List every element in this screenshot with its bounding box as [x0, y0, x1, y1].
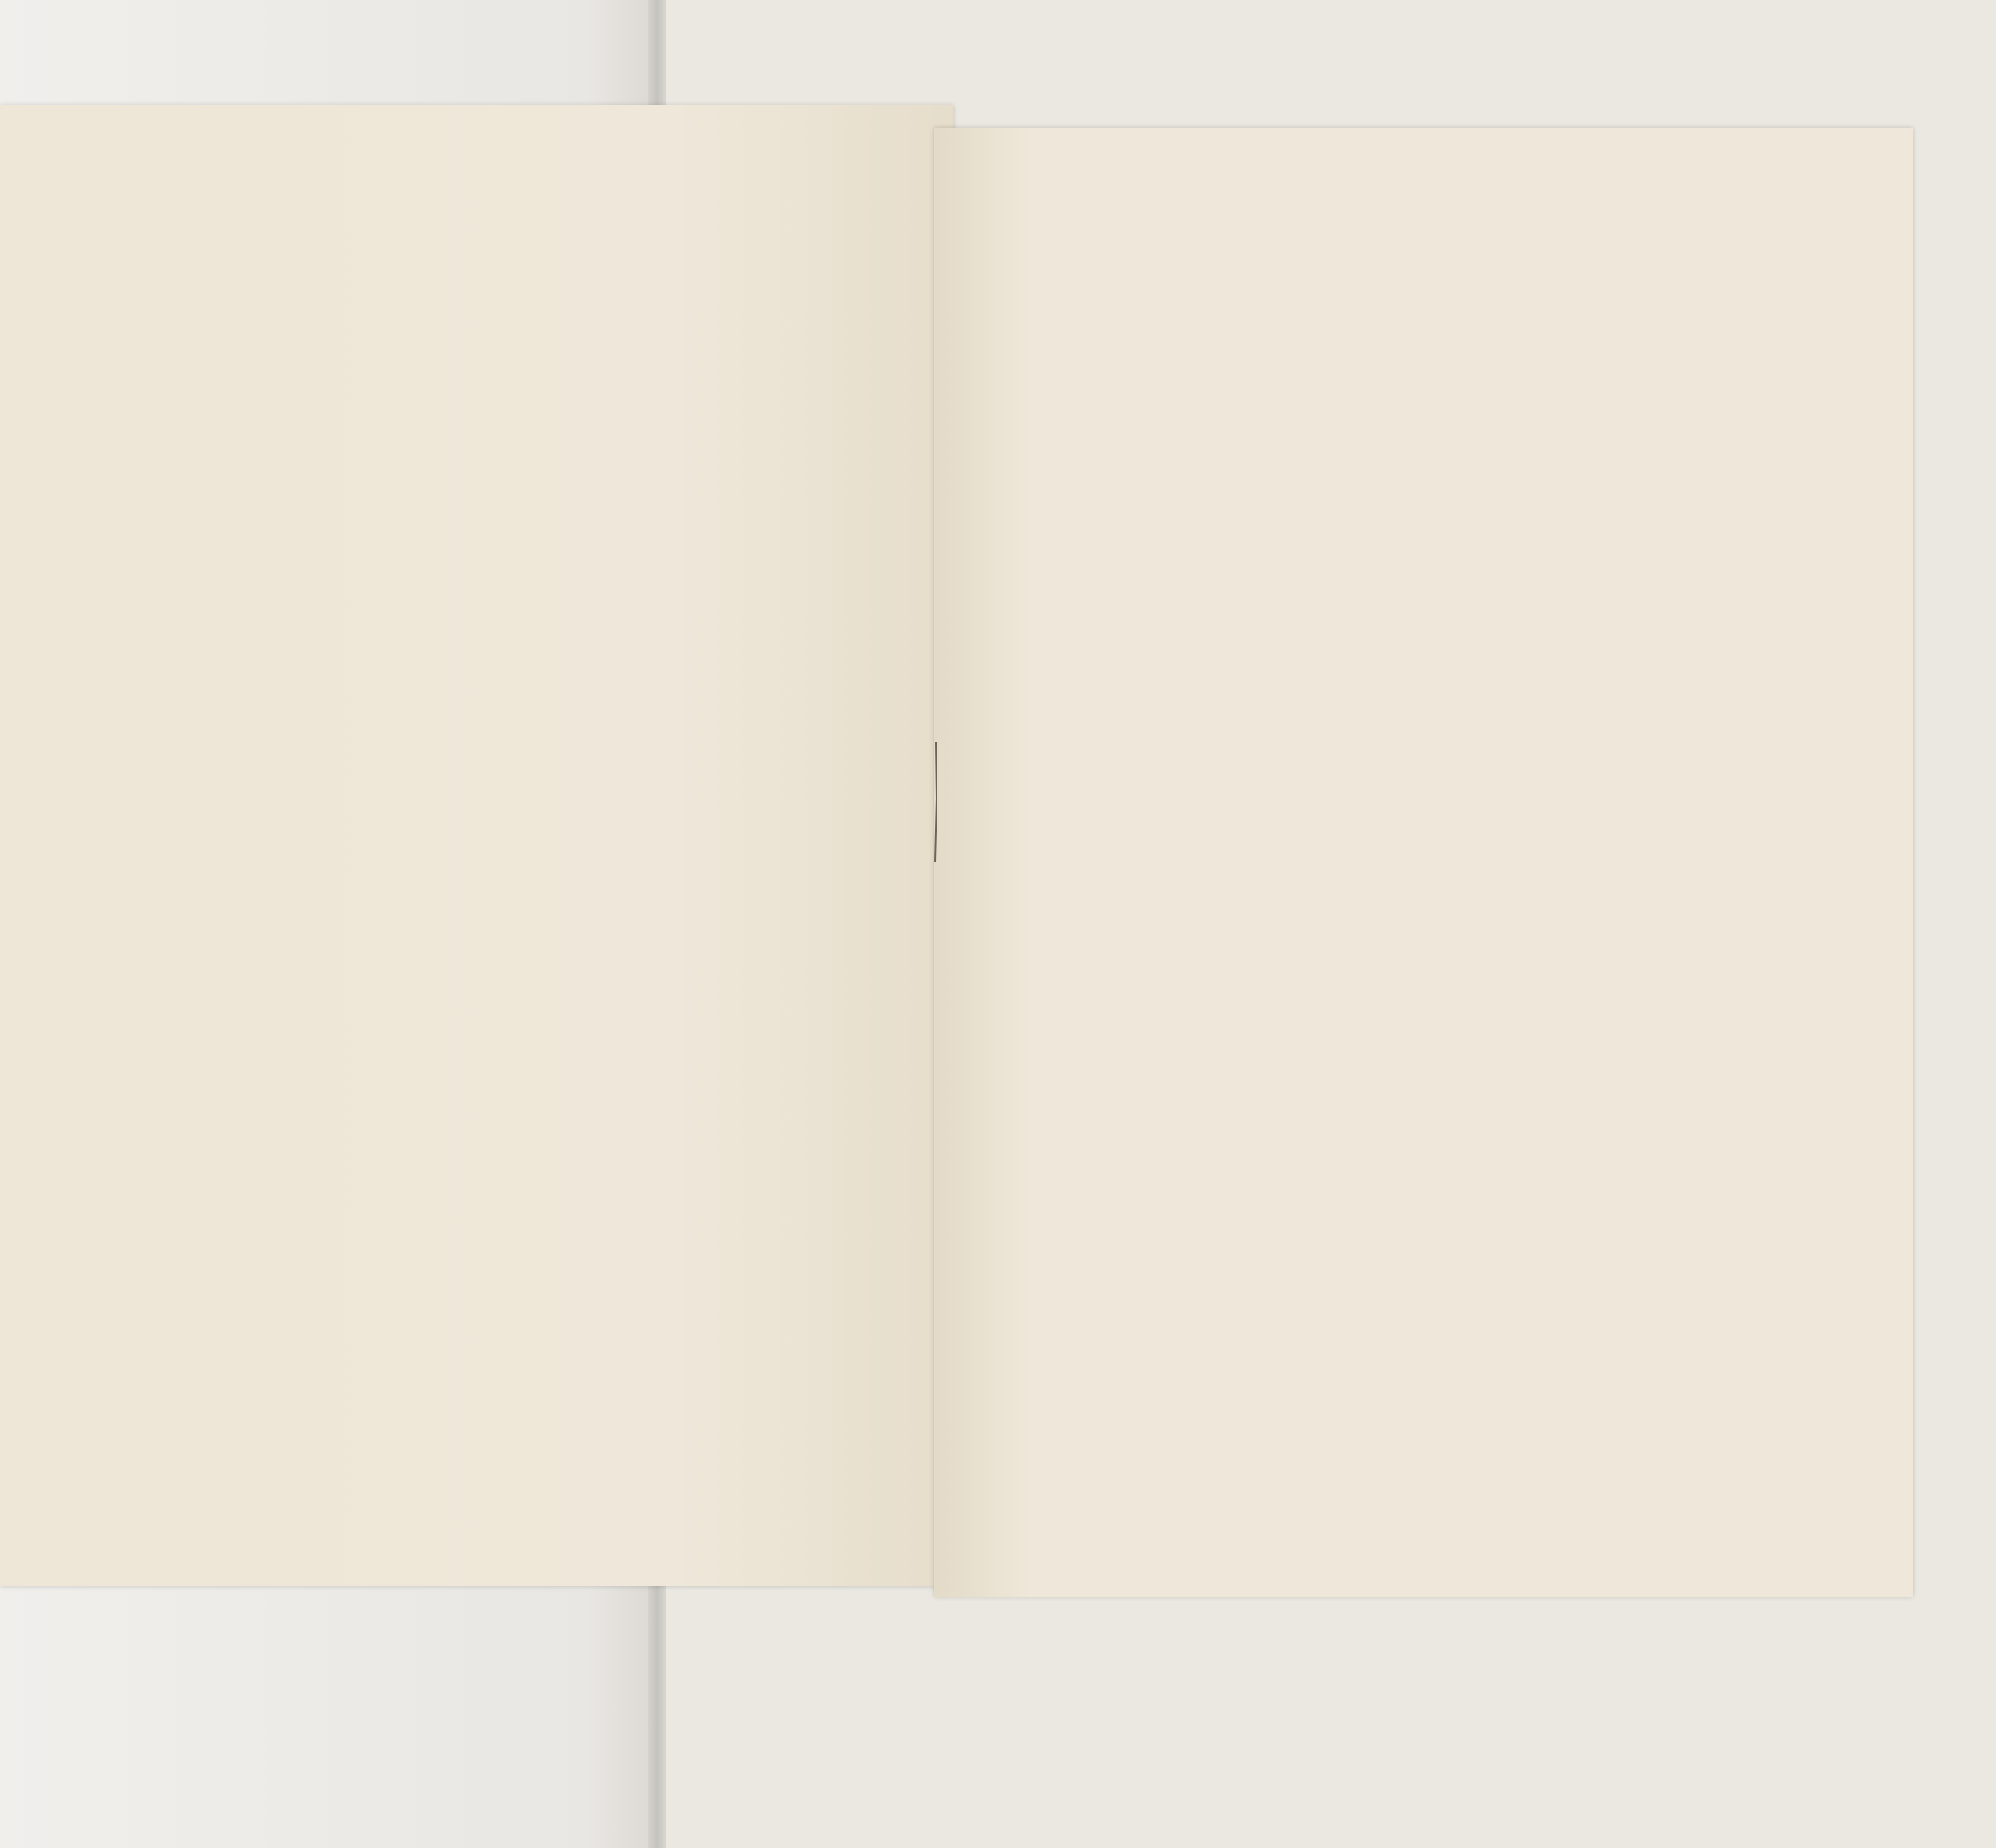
binding-mark	[933, 742, 939, 862]
right-page	[934, 128, 1913, 1597]
left-page	[0, 105, 953, 1586]
